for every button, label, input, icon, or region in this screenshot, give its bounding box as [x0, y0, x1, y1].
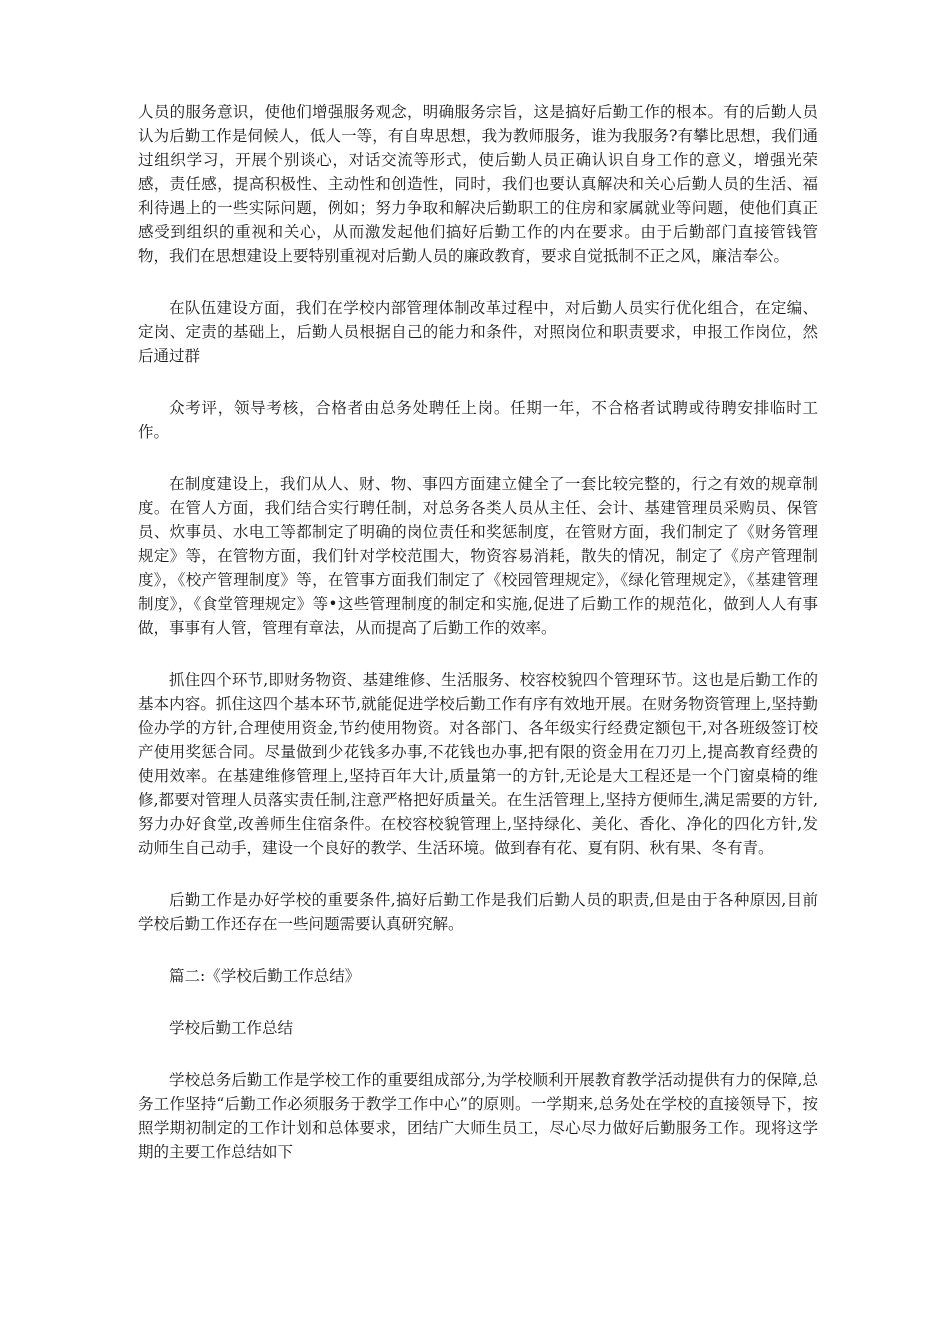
paragraph-4: 在制度建设上，我们从人、财、物、事四方面建立健全了一套比较完整的，行之有效的规章制度。在管人方面，我们结合实行聘任制，对总务各类人员从主任、会计、基建管理员采购员、保管员、炊事员、水电工等都制定了明确的岗位责任和奖惩制度，在管财方面，我们制定了《财务管理规定》等，在管物方面，我们针对学校范围大，物资容易消耗，散失的情况，制定了《房产管理制度》，《校产管理制度》等，在管事方面我们制定了《校园管理规定》，《绿化管理规定》，《基建管理制度》，《食堂管理规定》等•这些管理制度的制定和实施,促进了后勤工作的规范化，做到人人有事做，事事有人管，管理有章法，从而提高了后勤工作的效率。 — [138, 475, 818, 637]
paragraph-5: 抓住四个环节,即财务物资、基建维修、生活服务、校容校貌四个管理环节。这也是后勤工作的基本内容。抓住这四个基本环节,就能促进学校后勤工作有序有效地开展。在财务物资管理上,坚持勤俭办学的方针,合理使用资金,节约使用物资。对各部门、各年级实行经费定额包干,对各班级签订校产使用奖惩合同。尽量做到少花钱多办事,不花钱也办事,把有限的资金用在刀刃上,提高教育经费的使用效率。在基建维修管理上,坚持百年大计,质量第一的方针,无论是大工程还是一个门窗桌椅的维修,都要对管理人员落实责任制,注意严格把好质量关。在生活管理上,坚持方便师生,满足需要的方针,努力办好食堂,改善师生住宿条件。在校容校貌管理上,坚持绿化、美化、香化、净化的四化方针,发动师生自己动手，建设一个良好的教学、生活环境。做到春有花、夏有阴、秋有果、冬有青。 — [138, 671, 818, 857]
section-heading-part-two: 篇二:《学校后勤工作总结》 — [169, 967, 361, 985]
paragraph-6: 后勤工作是办好学校的重要条件,搞好后勤工作是我们后勤人员的职责,但是由于各种原因,目前学校后勤工作还存在一些问题需要认真研究解。 — [138, 891, 818, 933]
paragraph-2: 在队伍建设方面，我们在学校内部管理体制改革过程中，对后勤人员实行优化组合，在定编、定岗、定责的基础上，后勤人员根据自己的能力和条件，对照岗位和职责要求，申报工作岗位，然后通过群 — [138, 299, 818, 365]
paragraph-1: 人员的服务意识，使他们增强服务观念，明确服务宗旨，这是搞好后勤工作的根本。有的后勤人员认为后勤工作是伺候人，低人一等，有自卑思想，我为教师服务，谁为我服务?有攀比思想，我们通过组织学习，开展个别谈心，对话交流等形式，使后勤人员正确认识自身工作的意义，增强光荣感，责任感，提高积极性、主动性和创造性，同时，我们也要认真解决和关心后勤人员的生活、福利待遇上的一些实际问题，例如；努力争取和解决后勤职工的住房和家属就业等问题，使他们真正感受到组织的重视和关心，从而激发起他们搞好后勤工作的内在要求。由于后勤部门直接管钱管物，我们在思想建设上要特别重视对后勤人员的廉政教育，要求自觉抵制不正之风，廉洁奉公。 — [138, 103, 818, 265]
paragraph-9: 学校总务后勤工作是学校工作的重要组成部分,为学校顺利开展教育教学活动提供有力的保障,总务工作坚持“后勤工作必须服务于教学工作中心”的原则。一学期来,总务处在学校的直接领导下，按照学期初制定的工作计划和总体要求，团结广大师生员工，尽心尽力做好后勤服务工作。现将这学期的主要工作总结如下 — [138, 1071, 818, 1161]
document-page — [138, 100, 818, 1192]
paragraph-3: 众考评，领导考核，合格者由总务处聘任上岗。任期一年，不合格者试聘或待聘安排临时工作。 — [138, 399, 818, 441]
section-title: 学校后勤工作总结 — [169, 1019, 294, 1037]
